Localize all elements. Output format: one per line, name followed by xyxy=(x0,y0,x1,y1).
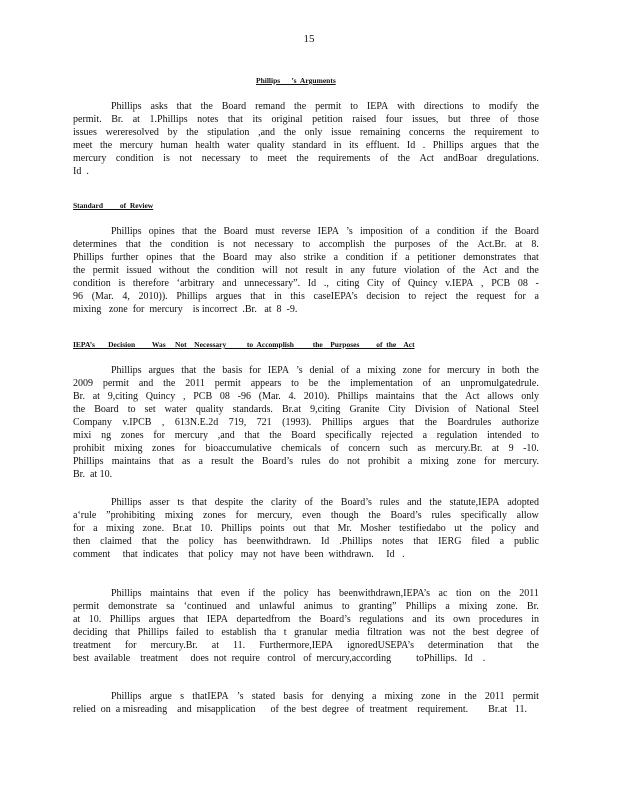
paragraph-intro xyxy=(73,100,539,178)
text-line: best available treatment does not require control of mercury,according toPhillips. Id . xyxy=(73,653,486,664)
heading-iepa-decision: IEPA’s Decision Was Not Necessary to Accomplish the Purposes of the Act xyxy=(73,340,415,349)
text-line: meet the mercury human health water quality standard in its effluent. Id . Phillips argues that the xyxy=(73,140,539,151)
page-number: 15 xyxy=(303,33,315,45)
text-line: Company v.IPCB , 613N.E.2d 719, 721 (1993). Phillips argues that the Boardrules authorize xyxy=(73,417,539,428)
paragraph-rule-prohibiting xyxy=(73,496,539,561)
text-line: deciding that Phillips failed to establish tha t granular media filtration was not the best degree of xyxy=(73,627,539,638)
text-line: Phillips maintains that as a result the Board’s rules do not prohibit a mixing zone for mercury. xyxy=(73,456,539,467)
text-line: condition is therefore ‘arbitrary and unnecessary”. Id ., citing City of Quincy v.IEPA , PCB 08 - xyxy=(73,278,539,289)
text-line: 96 (Mar. 4, 2010)). Phillips argues that in this caseIEPA’s decision to reject the request for a xyxy=(73,291,539,302)
text-line: comment that indicates that policy may not have been withdrawn. Id . xyxy=(73,549,405,560)
heading-standard-of-review: Standard of Review xyxy=(73,201,154,210)
text-line: relied on a misreading and misapplication of the best degree of treatment requirement. Br.at 11. xyxy=(73,704,527,715)
text-line: permit. Br. at 1.Phillips notes that its original petition raised four issues, but three of those xyxy=(73,114,539,125)
text-line: determines that the condition is not necessary to accomplish the purposes of the Act.Br. at 8. xyxy=(73,239,539,250)
paragraph-stated-basis xyxy=(73,690,539,716)
text-line: mixing zone for mercury is incorrect .Br. at 8 -9. xyxy=(73,304,298,315)
text-line: at 10. Phillips argues that IEPA departedfrom the Board’s regulations and its own procedures in xyxy=(73,614,539,625)
text-line: then claimed that the policy has beenwithdrawn. Id .Phillips notes that IERG filed a public xyxy=(73,536,539,547)
text-line: the permit issued without the condition will not result in any future violation of the Act and the xyxy=(73,265,539,276)
text-line: Phillips asser ts that despite the clarity of the Board’s rules and the statute,IEPA adopted xyxy=(111,497,539,508)
text-line: Br. at 9,citing Quincy , PCB 08 -96 (Mar. 4. 2010). Phillips maintains that the Act allows only xyxy=(73,391,539,402)
text-line: Phillips argues that the basis for IEPA ’s denial of a mixing zone for mercury in both the xyxy=(111,365,539,376)
text-line: issues wereresolved by the stipulation ,and the only issue remaining concerns the requirement to xyxy=(73,127,539,138)
heading-phillips-arguments: Phillips ’s Arguments xyxy=(256,76,336,85)
paragraph-continued-animus xyxy=(73,587,539,665)
text-line: Phillips asks that the Board remand the permit to IEPA with directions to modify the xyxy=(111,101,539,112)
text-line: mixi ng zones for mercury ,and that the Board specifically rejected a regulation intended to xyxy=(73,430,539,441)
text-line: treatment for mercury.Br. at 11. Furthermore,IEPA ignoredUSEPA’s determination that the xyxy=(73,640,539,651)
text-line: Id . xyxy=(73,166,89,177)
text-line: mercury condition is not necessary to meet the requirements of the Act andBoar dregulations. xyxy=(73,153,539,164)
text-line: a‘rule ”prohibiting mixing zones for mercury, even though the Board’s rules specifically allow xyxy=(73,510,539,521)
text-line: 2009 permit and the 2011 permit appears to be the implementation of an unpromulgatedrule. xyxy=(73,378,539,389)
paragraph-standard-of-review xyxy=(73,225,539,316)
text-line: Phillips maintains that even if the policy has beenwithdrawn,IEPA’s ac tion on the 2011 xyxy=(111,588,539,599)
text-line: the Board to set water quality standards. Br.at 9,citing Granite City Division of National Steel xyxy=(73,404,539,415)
text-line: Phillips further opines that the Board may also strike a condition if a petitioner demonstrates that xyxy=(73,252,539,263)
text-line: Phillips argue s thatIEPA ’s stated basis for denying a mixing zone in the 2011 permit xyxy=(111,691,539,702)
text-line: permit demonstrate sa ‘continued and unlawful animus to granting” Phillips a mixing zone. Br. xyxy=(73,601,539,612)
text-line: Br. at 10. xyxy=(73,469,113,480)
text-line: for a mixing zone. Br.at 10. Phillips points out that Mr. Mosher testifiedabo ut the policy and xyxy=(73,523,539,534)
text-line: Phillips opines that the Board must reverse IEPA ’s imposition of a condition if the Board xyxy=(111,226,539,237)
paragraph-basis-for-denial xyxy=(73,364,539,481)
text-line: prohibit mixing zones for bioaccumulative chemicals of concern such as mercury.Br. at 9 -10. xyxy=(73,443,539,454)
